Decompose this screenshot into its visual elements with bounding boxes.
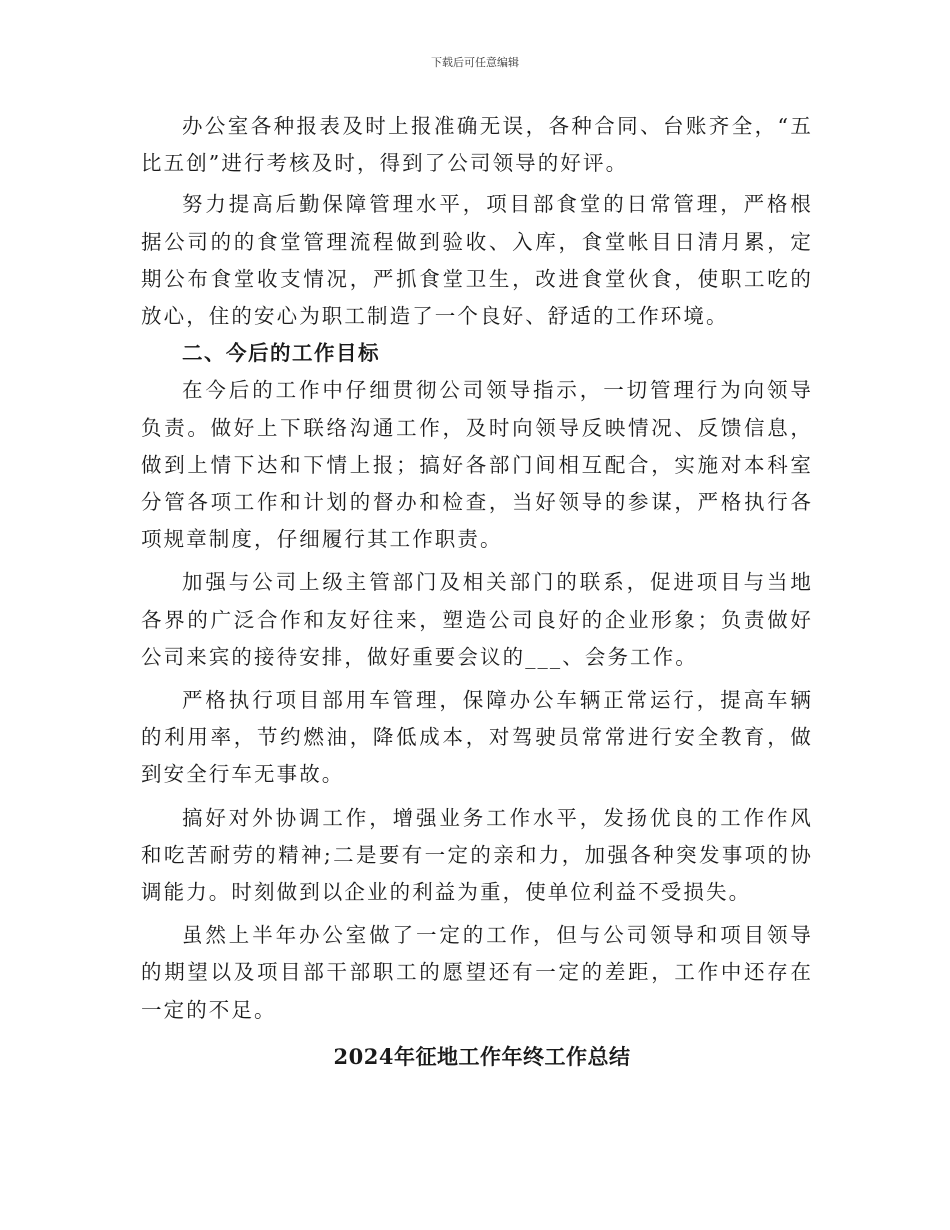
paragraph-conclusion: 虽然上半年办公室做了一定的工作，但与公司领导和项目领导的期望以及项目部干部职工的愿望还有一定的差距，工作中还存在一定的不足。 [141, 923, 813, 1022]
paragraph-leadership: 在今后的工作中仔细贯彻公司领导指示，一切管理行为向领导负责。做好上下联络沟通工作，及时向领导反映情况、反馈信息，做到上情下达和下情上报；搞好各部门间相互配合，实施对本科室分管各项工作和计划的督办和检查，当好领导的参谋，严格执行各项规章制度，仔细履行其工作职责。 [141, 378, 813, 552]
download-note: 下载后可任意编辑 [431, 56, 519, 69]
document-body [141, 108, 813, 1077]
paragraph-vehicles: 严格执行项目部用车管理，保障办公车辆正常运行，提高车辆的利用率，节约燃油，降低成本，对驾驶员常常进行安全教育，做到安全行车无事故。 [141, 688, 813, 787]
section-heading-goals: 二、今后的工作目标 [182, 341, 380, 366]
paragraph-coordination: 搞好对外协调工作，增强业务工作水平，发扬优良的工作作风和吃苦耐劳的精神;二是要有一定的亲和力，加强各种突发事项的协调能力。时刻做到以企业的利益为重，使单位利益不受损失。 [141, 805, 813, 905]
paragraph-liaison: 加强与公司上级主管部门及相关部门的联系，促进项目与当地各界的广泛合作和友好往来，塑造公司良好的企业形象；负责做好公司来宾的接待安排，做好重要会议的___、会务工作。 [141, 570, 813, 669]
paragraph-logistics: 努力提高后勤保障管理水平，项目部食堂的日常管理，严格根据公司的的食堂管理流程做到验收、入库，食堂帐目日清月累，定期公布食堂收支情况，严抓食堂卫生，改进食堂伙食，使职工吃的放心，住的安心为职工制造了一个良好、舒适的工作环境。 [141, 192, 813, 329]
next-document-title: 2024年征地工作年终工作总结 [333, 1043, 631, 1069]
paragraph-reports: 办公室各种报表及时上报准确无误，各种合同、台账齐全，“五比五创”进行考核及时，得到了公司领导的好评。 [141, 114, 813, 176]
